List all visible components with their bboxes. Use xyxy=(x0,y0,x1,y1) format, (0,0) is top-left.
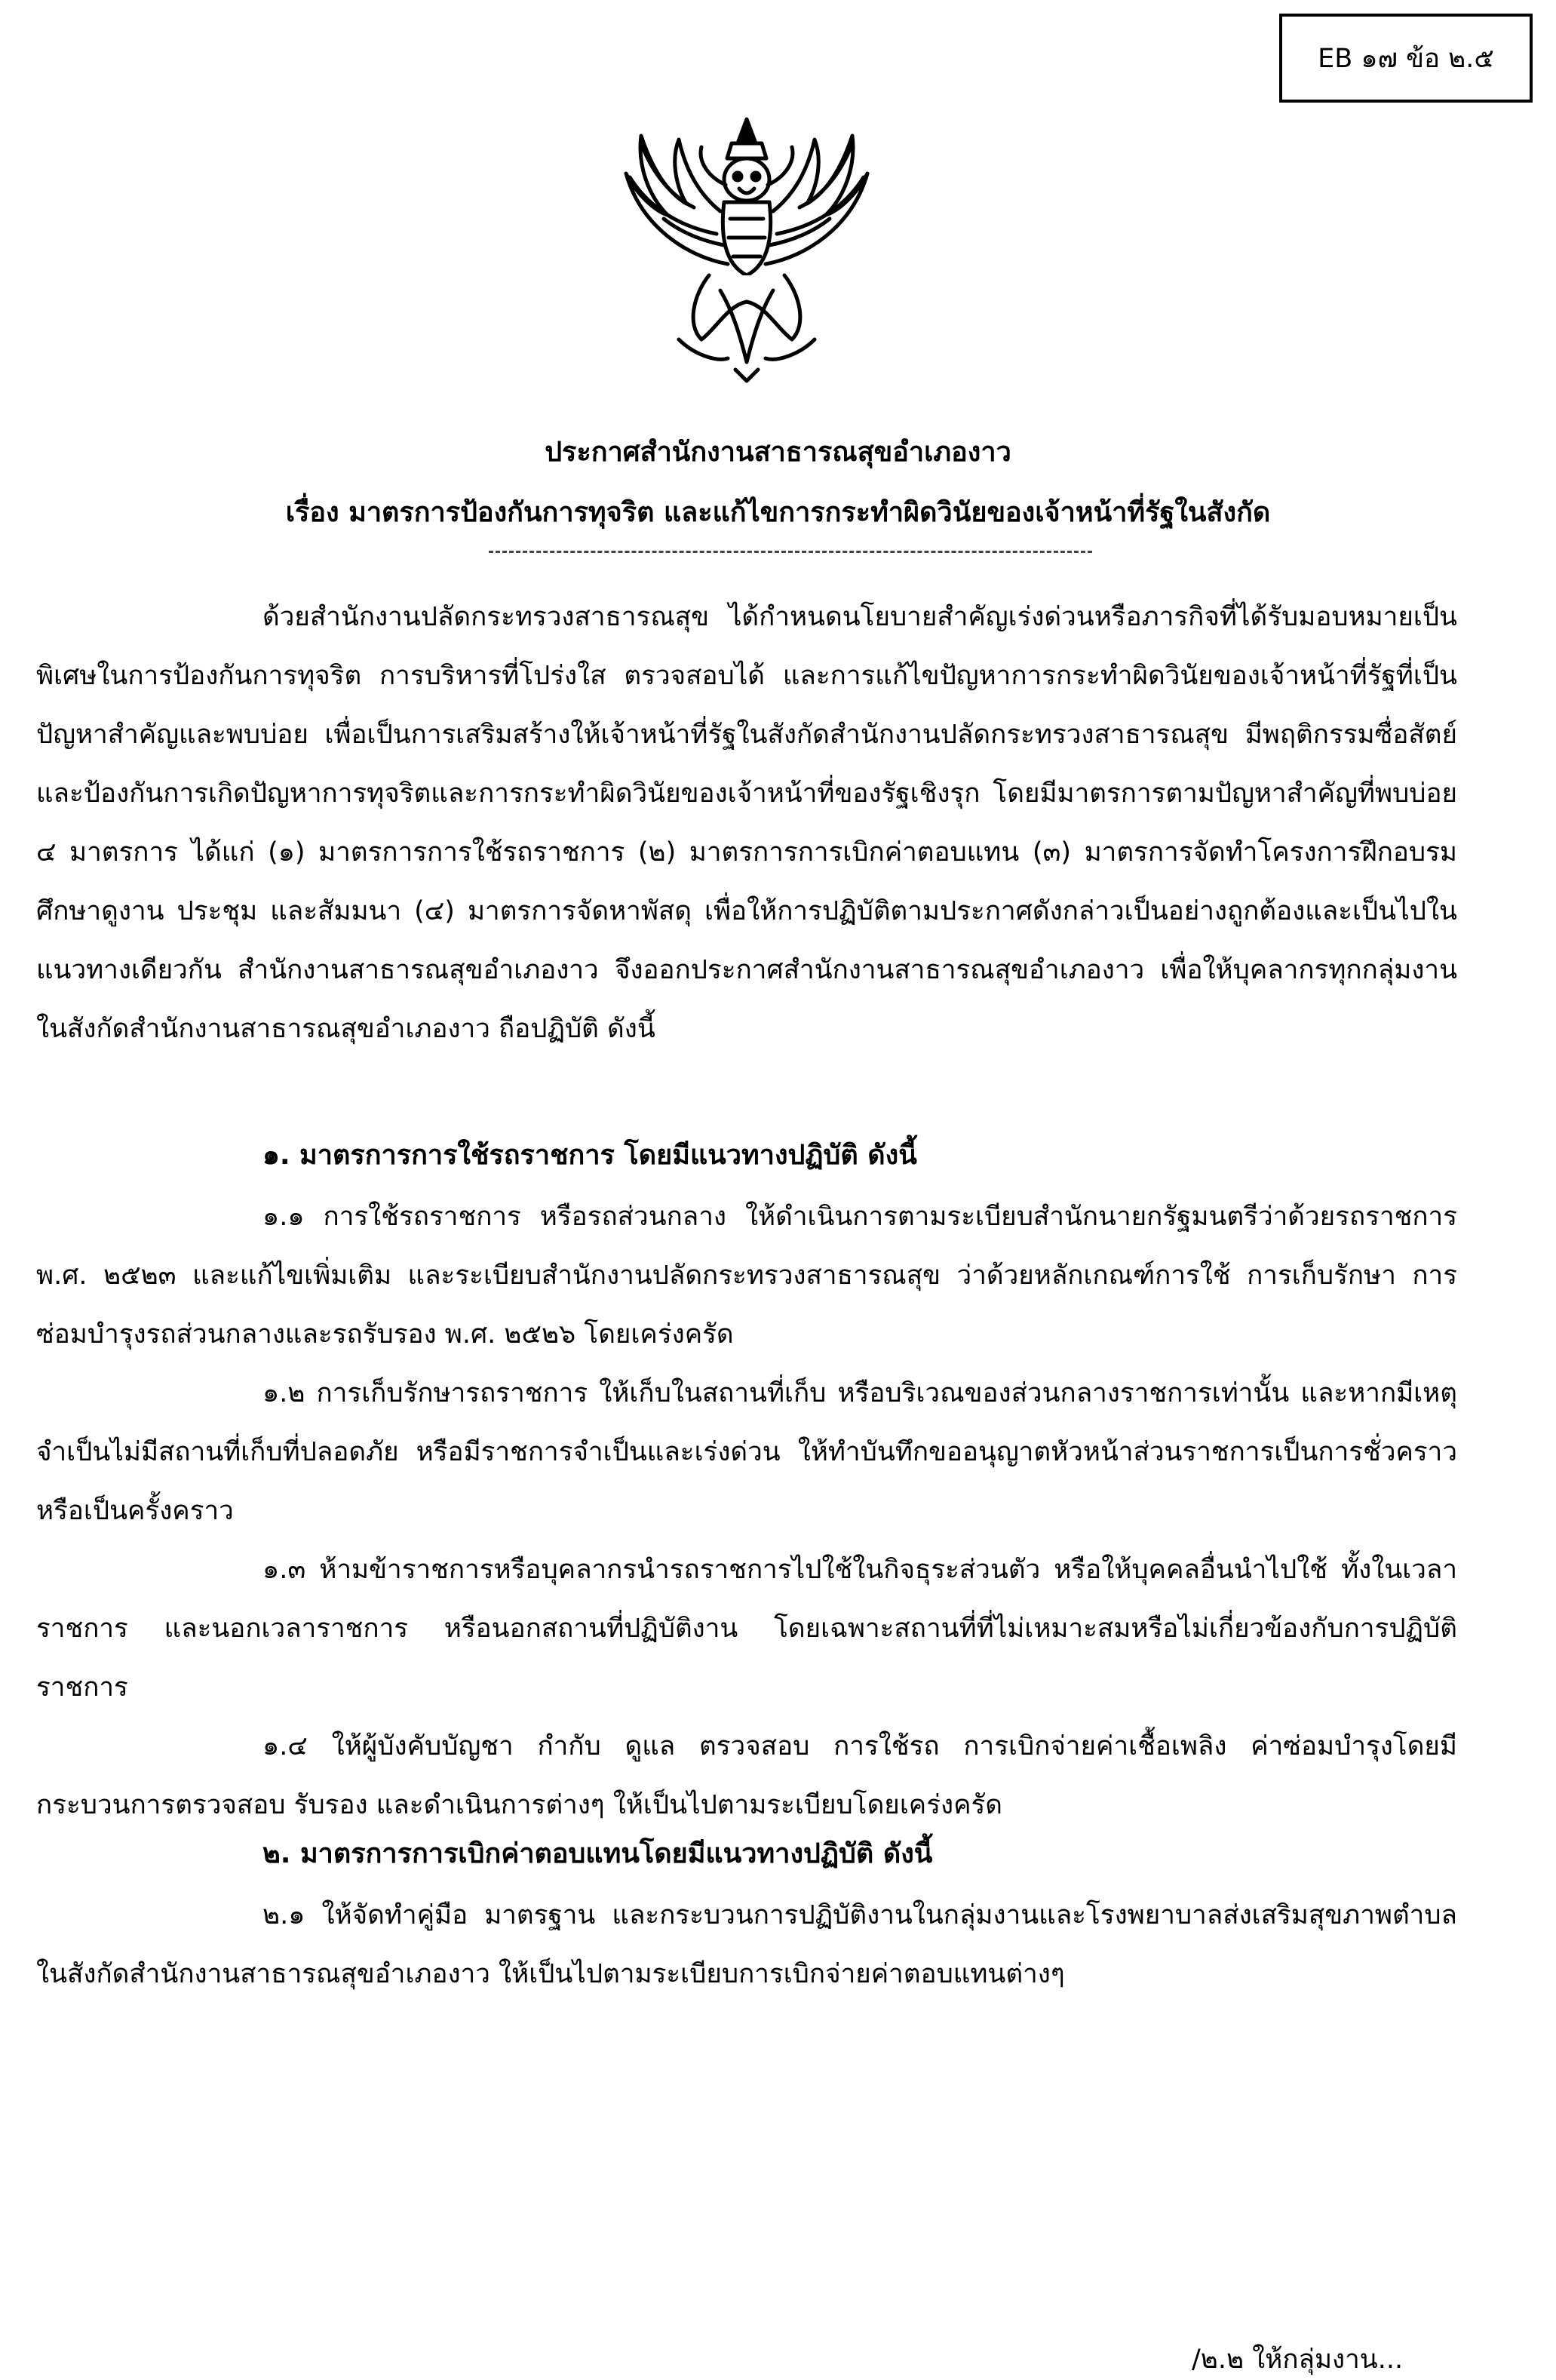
announcement-subject: เรื่อง มาตรการป้องกันการทุจริต และแก้ไขการกระทำผิดวินัยของเจ้าหน้าที่รัฐในสังกัด xyxy=(285,497,1271,528)
section-1-title: ๑. มาตรการการใช้รถราชการ โดยมีแนวทางปฏิบัติ ดังนี้ xyxy=(262,1140,917,1171)
clause-1-4: ๑.๔ ให้ผู้บังคับบัญชา กำกับ ดูแล ตรวจสอบ การใช้รถ การเบิกจ่ายค่าเชื้อเพลิง ค่าซ่อมบำรุงโดยมีกระบวนการตรวจสอบ รับรอง และดำเนินการต่างๆ ให้เป็นไปตามระเบียบโดยเคร่งครัด xyxy=(36,1731,1457,1820)
garuda-emblem-icon xyxy=(596,113,898,385)
clause-1-3: ๑.๓ ห้ามข้าราชการหรือบุคลากรนำรถราชการไปใช้ในกิจธุระส่วนตัว หรือให้บุคคลอื่นนำไปใช้ ทั้งในเวลาราชการ และนอกเวลาราชการ หรือนอกสถานที่ปฏิบัติงาน โดยเฉพาะสถานที่ที่ไม่เหมาะสมหรือไม่เกี่ยวข้องกับการปฏิบัติราชการ xyxy=(36,1555,1457,1703)
section-2-title: ๒. มาตรการการเบิกค่าตอบแทนโดยมีแนวทางปฏิบัติ ดังนี้ xyxy=(262,1838,933,1869)
continuation-note: /๒.๒ ให้กลุ่มงาน... xyxy=(1192,2345,1404,2375)
intro-paragraph: ด้วยสำนักงานปลัดกระทรวงสาธารณสุข ได้กำหนดนโยบายสำคัญเร่งด่วนหรือภารกิจที่ได้รับมอบหมายเป็นพิเศษในการป้องกันการทุจริต การบริหารที่โปร่งใส ตรวจสอบได้ และการแก้ไขปัญหาการกระทำผิดวินัยของเจ้าหน้าที่รัฐที่เป็นปัญหาสำคัญและพบบ่อย เพื่อเป็นการเสริมสร้างให้เจ้าหน้าที่รัฐในสังกัดสำนักงานปลัดกระทรวงสาธารณสุข มีพฤติกรรมซื่อสัตย์และป้องกันการเกิดปัญหาการทุจริตและการกระทำผิดวินัยของเจ้าหน้าที่ของรัฐเชิงรุก โดยมีมาตรการตามปัญหาสำคัญที่พบบ่อย ๔ มาตรการ ได้แก่ (๑) มาตรการการใช้รถราชการ (๒) มาตรการการเบิกค่าตอบแทน (๓) มาตรการจัดทำโครงการฝึกอบรม ศึกษาดูงาน ประชุม และสัมมนา (๔) มาตรการจัดหาพัสดุ เพื่อให้การปฏิบัติตามประกาศดังกล่าวเป็นอย่างถูกต้องและเป็นไปในแนวทางเดียวกัน สำนักงานสาธารณสุขอำเภองาว จึงออกประกาศสำนักงานสาธารณสุขอำเภองาว เพื่อให้บุคลากรทุกกลุ่มงานในสังกัดสำนักงานสาธารณสุขอำเภองาว ถือปฏิบัติ ดังนี้ xyxy=(36,602,1457,1044)
clause-1-1: ๑.๑ การใช้รถราชการ หรือรถส่วนกลาง ให้ดำเนินการตามระเบียบสำนักนายกรัฐมนตรีว่าด้วยรถราชการ พ.ศ. ๒๕๒๓ และแก้ไขเพิ่มเติม และระเบียบสำนักงานปลัดกระทรวงสาธารณสุข ว่าด้วยหลักเกณฑ์การใช้ การเก็บรักษา การซ่อมบำรุงรถส่วนกลางและรถรับรอง พ.ศ. ๒๕๒๖ โดยเคร่งครัด xyxy=(36,1202,1457,1350)
clause-2-1: ๒.๑ ให้จัดทำคู่มือ มาตรฐาน และกระบวนการปฏิบัติงานในกลุ่มงานและโรงพยาบาลส่งเสริมสุขภาพตำบลในสังกัดสำนักงานสาธารณสุขอำเภองาว ให้เป็นไปตามระเบียบการเบิกจ่ายค่าตอบแทนต่างๆ xyxy=(36,1900,1457,1989)
clause-1-2: ๑.๒ การเก็บรักษารถราชการ ให้เก็บในสถานที่เก็บ หรือบริเวณของส่วนกลางราชการเท่านั้น และหากมีเหตุจำเป็นไม่มีสถานที่เก็บที่ปลอดภัย หรือมีราชการจำเป็นและเร่งด่วน ให้ทำบันทึกขออนุญาตหัวหน้าส่วนราชการเป็นการชั่วคราว หรือเป็นครั้งคราว xyxy=(36,1378,1457,1526)
reference-code: EB ๑๗ ข้อ ๒.๕ xyxy=(1318,43,1494,74)
announcement-title: ประกาศสำนักงานสาธารณสุขอำเภองาว xyxy=(545,437,1011,468)
dashed-divider xyxy=(489,551,1092,553)
reference-box xyxy=(1279,14,1533,103)
